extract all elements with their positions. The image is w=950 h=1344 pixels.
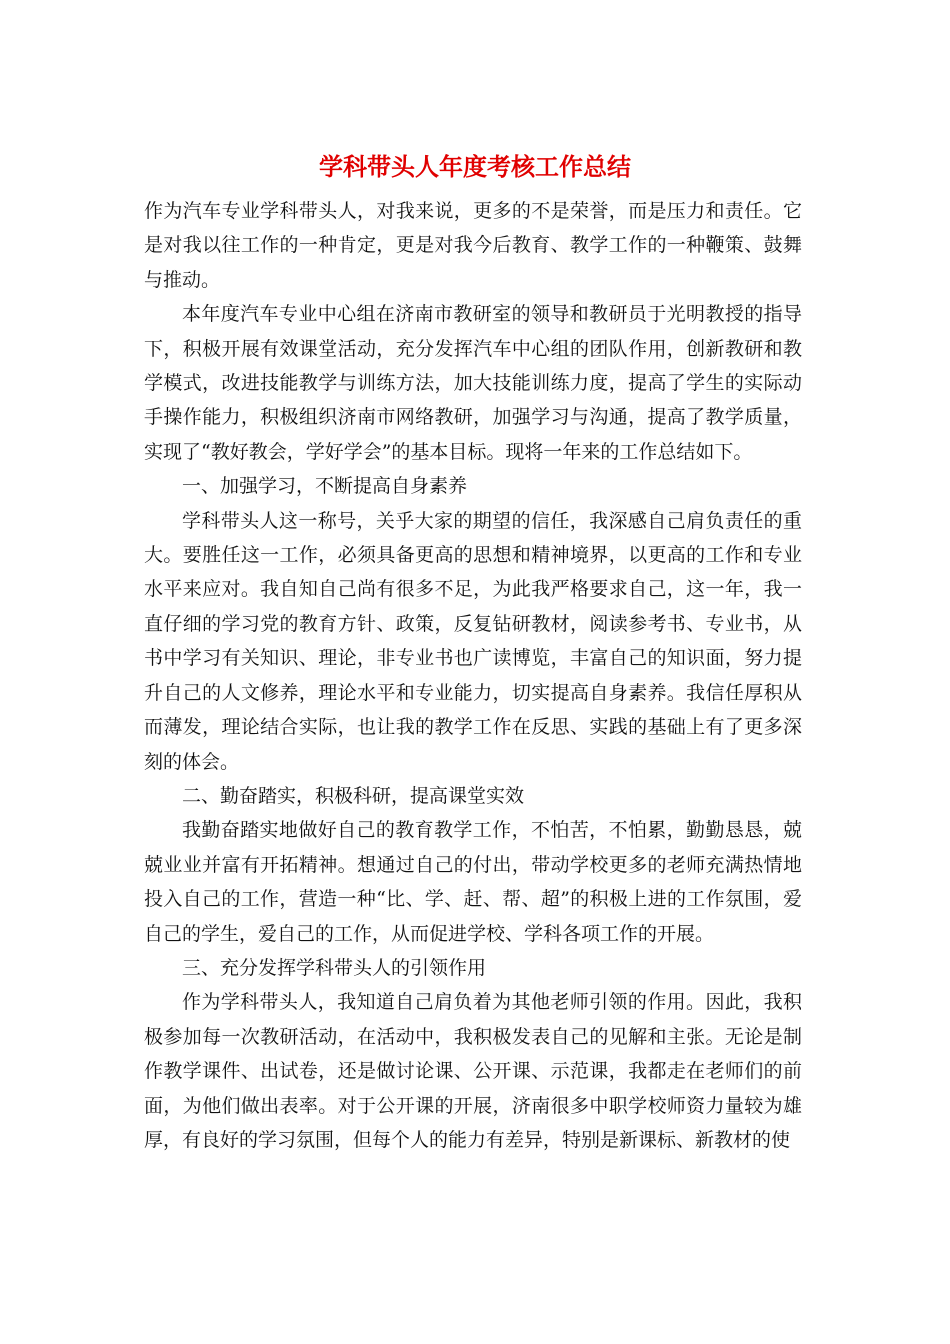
section-heading-2: 二、勤奋踏实，积极科研，提高课堂实效 — [182, 784, 525, 807]
paragraph-section-2: 我勤奋踏实地做好自己的教育教学工作，不怕苦，不怕累，勤勤恳恳，兢兢业业并富有开拓精神。想通过自己的付出，带动学校更多的老师充满热情地投入自己的工作，营造一种“比、学、赶、帮、超”的积极上进的工作氛围，爱自己的学生，爱自己的工作，从而促进学校、学科各项工作的开展。 — [144, 819, 802, 945]
section-heading-3: 三、充分发挥学科带头人的引领作用 — [182, 956, 487, 979]
document-body — [144, 194, 802, 1157]
document-title: 学科带头人年度考核工作总结 — [319, 152, 631, 181]
section-heading-1: 一、加强学习，不断提高自身素养 — [182, 475, 468, 498]
paragraph-section-1: 学科带头人这一称号，关乎大家的期望的信任，我深感自己肩负责任的重大。要胜任这一工作，必须具备更高的思想和精神境界，以更高的工作和专业水平来应对。我自知自己尚有很多不足，为此我严格要求自己，这一年，我一直仔细的学习党的教育方针、政策，反复钻研教材，阅读参考书、专业书，从书中学习有关知识、理论，非专业书也广读博览，丰富自己的知识面，努力提升自己的人文修养，理论水平和专业能力，切实提高自身素养。我信任厚积从而薄发，理论结合实际，也让我的教学工作在反思、实践的基础上有了更多深刻的体会。 — [144, 509, 802, 773]
paragraph-overview: 本年度汽车专业中心组在济南市教研室的领导和教研员于光明教授的指导下，积极开展有效课堂活动，充分发挥汽车中心组的团队作用，创新教研和教学模式，改进技能教学与训练方法，加大技能训练力度，提高了学生的实际动手操作能力，积极组织济南市网络教研，加强学习与沟通，提高了教学质量，实现了“教好教会，学好学会”的基本目标。现将一年来的工作总结如下。 — [144, 303, 802, 463]
paragraph-section-3: 作为学科带头人，我知道自己肩负着为其他老师引领的作用。因此，我积极参加每一次教研活动，在活动中，我积极发表自己的见解和主张。无论是制作教学课件、出试卷，还是做讨论课、公开课、示范课，我都走在老师们的前面，为他们做出表率。对于公开课的开展，济南很多中职学校师资力量较为雄厚，有良好的学习氛围，但每个人的能力有差异，特别是新课标、新教材的使 — [144, 991, 802, 1151]
paragraph-intro: 作为汽车专业学科带头人，对我来说，更多的不是荣誉，而是压力和责任。它是对我以往工作的一种肯定，更是对我今后教育、教学工作的一种鞭策、鼓舞与推动。 — [144, 200, 802, 291]
